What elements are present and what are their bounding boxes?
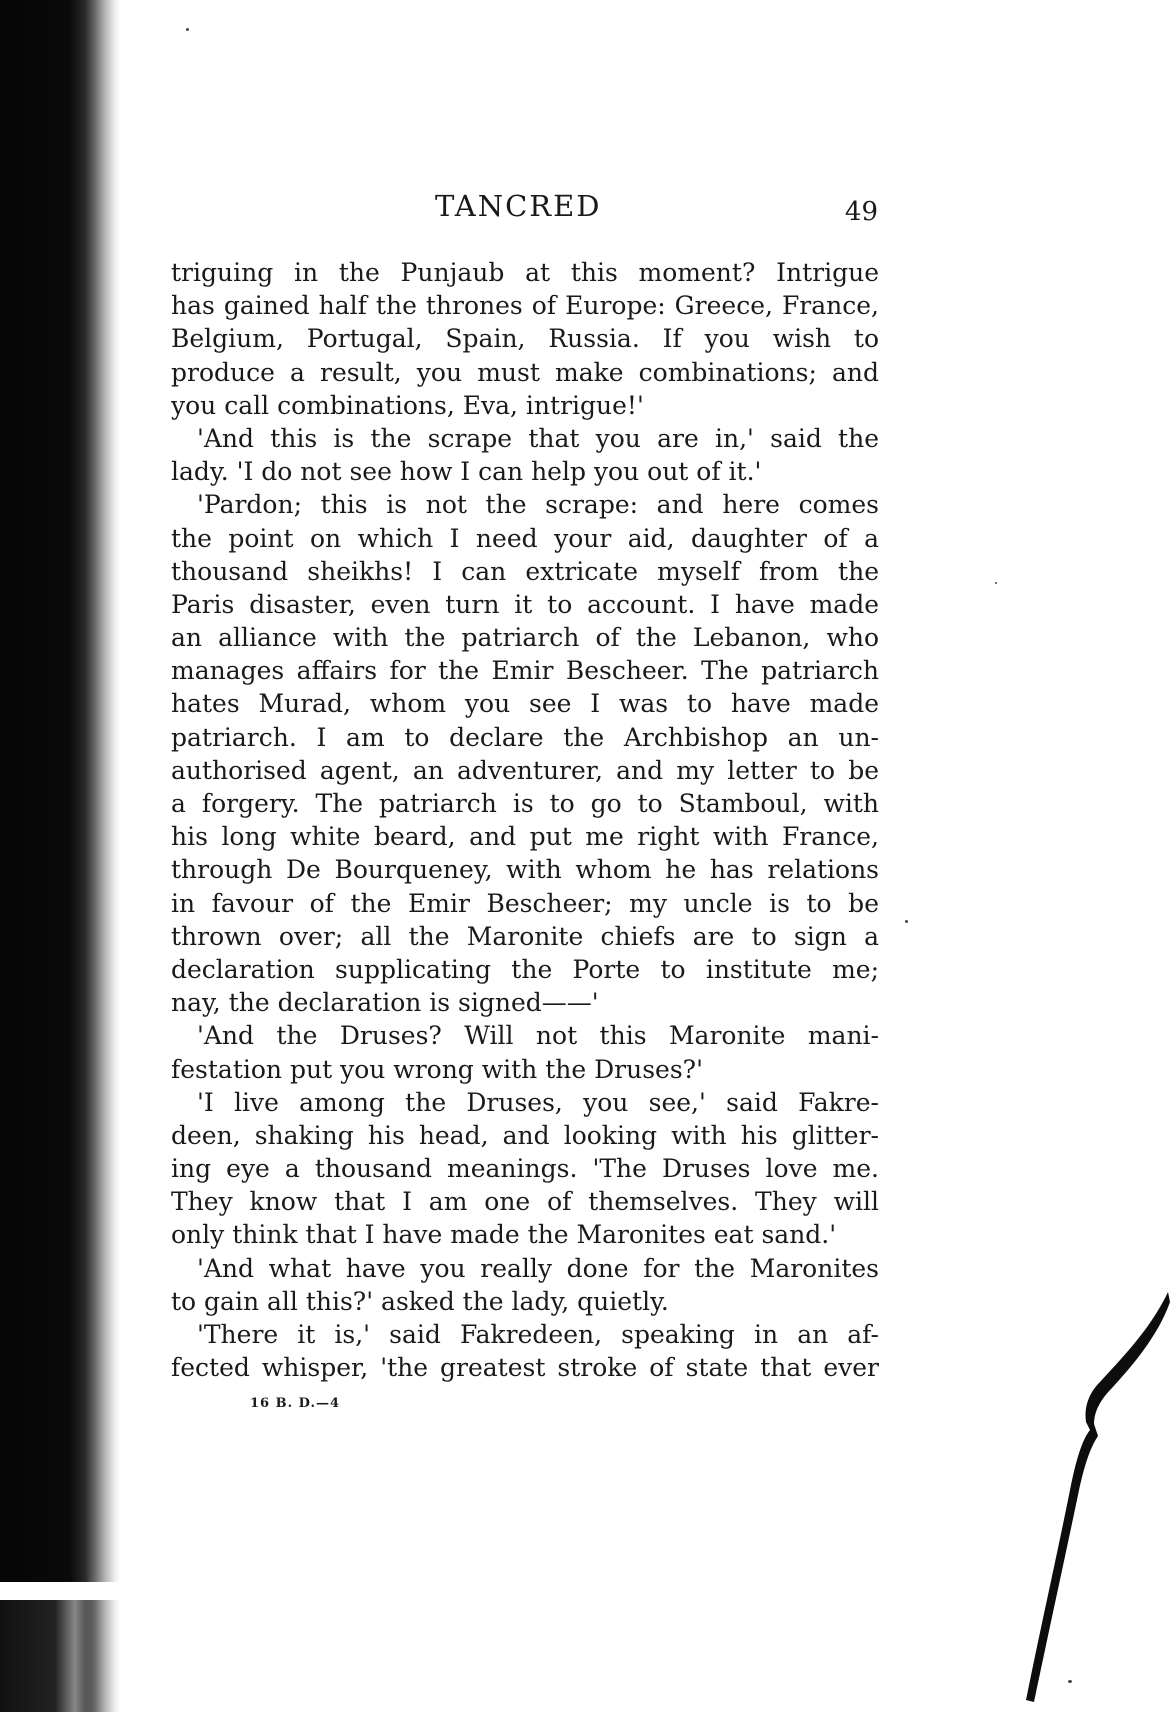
running-head xyxy=(170,186,878,226)
text-line: triguing in the Punjaub at this moment? Intrigue xyxy=(171,258,879,287)
page-number: 49 xyxy=(844,197,878,227)
text-line: declaration supplicating the Porte to institute me; xyxy=(171,954,879,984)
text-line: the point on which I need your aid, daughter of a xyxy=(171,523,879,553)
text-line: fected whisper, 'the greatest stroke of state that ever xyxy=(171,1353,879,1383)
text-line: They know that I am one of themselves. They will xyxy=(171,1187,879,1217)
text-line: 'And what have you really done for the Maronites xyxy=(197,1253,879,1283)
text-line: thrown over; all the Maronite chiefs are to sign a xyxy=(171,921,879,951)
text-line: deen, shaking his head, and looking with his glitter- xyxy=(171,1120,879,1150)
text-line: hates Murad, whom you see I was to have made xyxy=(171,689,879,719)
scan-speck xyxy=(1068,1680,1072,1683)
text-line: 'There it is,' said Fakredeen, speaking in an af- xyxy=(197,1320,879,1349)
scan-speck xyxy=(995,582,997,584)
text-line: produce a result, you must make combinations; and xyxy=(171,357,879,387)
text-line: Belgium, Portugal, Spain, Russia. If you wish to xyxy=(171,324,879,354)
text-line: to gain all this?' asked the lady, quietly. xyxy=(171,1286,669,1316)
text-line: ing eye a thousand meanings. 'The Druses love me. xyxy=(171,1154,879,1184)
margin-ink-mark xyxy=(1000,1290,1170,1710)
text-line: nay, the declaration is signed——' xyxy=(171,988,599,1018)
text-line: festation put you wrong with the Druses?' xyxy=(171,1054,703,1084)
text-line: Paris disaster, even turn it to account. I have made xyxy=(171,589,879,619)
text-line: 'And the Druses? Will not this Maronite mani- xyxy=(197,1021,879,1051)
text-line: only think that I have made the Maronites eat sand.' xyxy=(171,1220,837,1250)
text-line: his long white beard, and put me right with France, xyxy=(171,822,879,852)
text-line: 'And this is the scrape that you are in,' said the xyxy=(197,423,879,453)
body-text xyxy=(171,256,879,1384)
ink-stroke xyxy=(1026,1292,1170,1702)
scan-speck xyxy=(186,28,189,31)
text-line: an alliance with the patriarch of the Lebanon, who xyxy=(171,623,879,653)
binding-shadow xyxy=(0,0,120,1712)
text-line: in favour of the Emir Bescheer; my uncle is to be xyxy=(171,888,879,918)
binding-gap xyxy=(0,1582,130,1600)
text-line: 'I live among the Druses, you see,' said Fakre- xyxy=(197,1087,879,1117)
text-line: authorised agent, an adventurer, and my letter to be xyxy=(171,755,879,785)
text-line: has gained half the thrones of Europe: Greece, France, xyxy=(171,291,879,321)
text-line: thousand sheikhs! I can extricate myself from the xyxy=(171,556,879,586)
binding-shadow-lower xyxy=(0,1600,95,1712)
text-line: 'Pardon; this is not the scrape: and here comes xyxy=(197,490,879,520)
printer-signature: 16 B. D.—4 xyxy=(250,1396,341,1411)
scan-speck xyxy=(905,920,908,923)
running-title: TANCRED xyxy=(435,189,602,223)
text-line: lady. 'I do not see how I can help you out of it.' xyxy=(171,457,762,487)
text-line: manages affairs for the Emir Bescheer. The patriarch xyxy=(171,656,879,686)
text-line: a forgery. The patriarch is to go to Stamboul, with xyxy=(171,789,879,818)
text-line: patriarch. I am to declare the Archbishop an un- xyxy=(171,722,879,752)
text-line: you call combinations, Eva, intrigue!' xyxy=(171,390,644,420)
text-line: through De Bourqueney, with whom he has relations xyxy=(171,855,879,885)
